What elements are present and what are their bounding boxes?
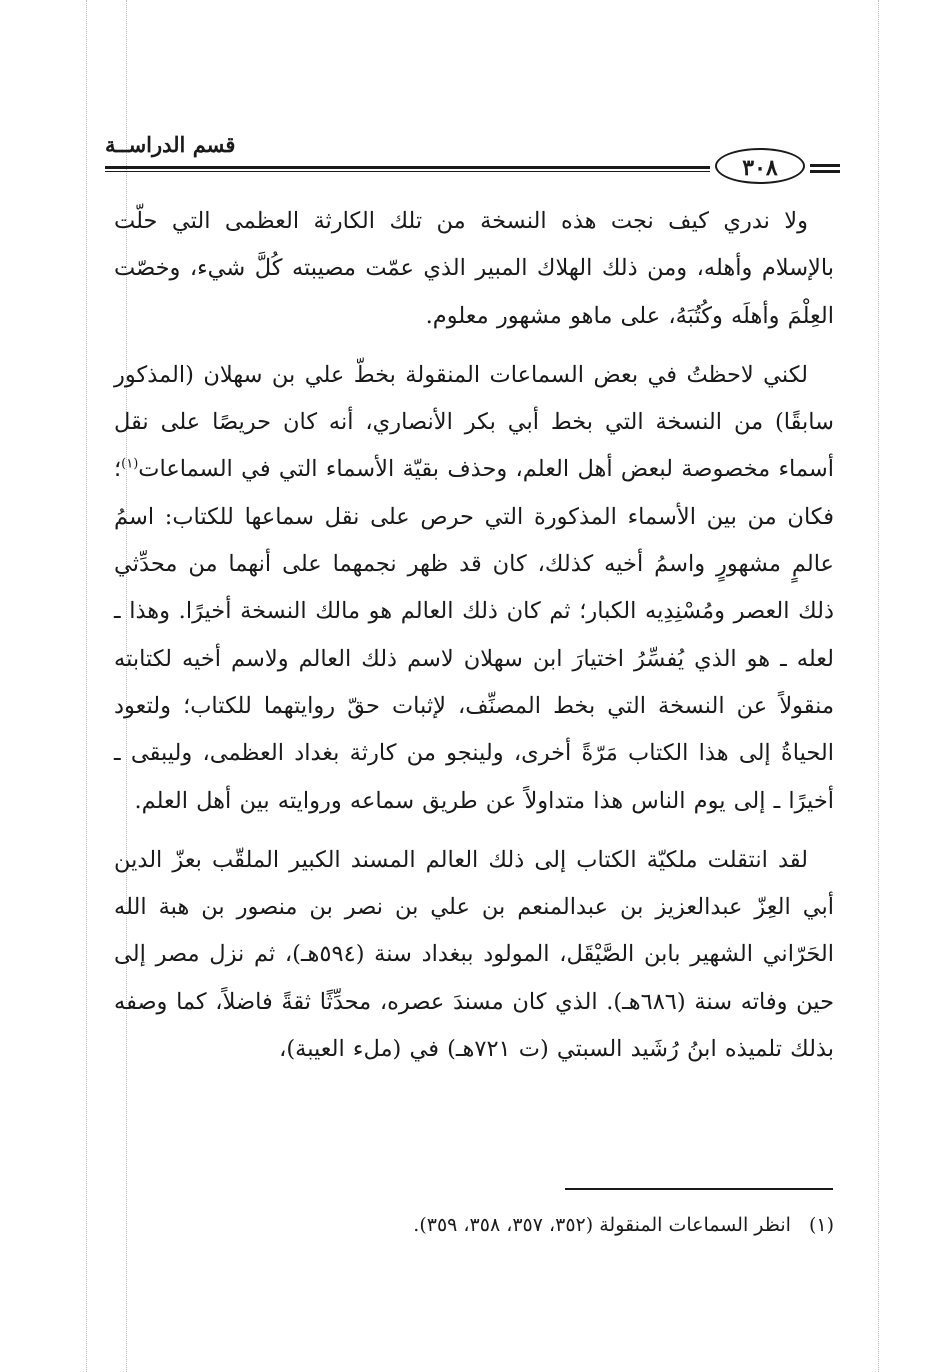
page-header <box>105 128 840 188</box>
scan-margin-line-left <box>86 0 87 1372</box>
paragraph-2 <box>114 352 834 825</box>
scan-margin-line-right <box>878 0 879 1372</box>
footnote-separator <box>565 1188 833 1190</box>
paragraph-2-part-1: لكني لاحظتُ في بعض السماعات المنقولة بخطّ علي بن سهلان (المذكور سابقًا) من النسخة التي بخط أبي بكر الأنصاري، أنه كان حريصًا على نقل أسماء مخصوصة لبعض أهل العلم، وحذف بقيّة الأسماء التي في السماعات <box>114 361 834 483</box>
footnote-number: (١) <box>808 1214 834 1236</box>
footnote-text: انظر السماعات المنقولة (٣٥٢، ٣٥٧، ٣٥٨، ٣٥٩). <box>413 1214 791 1236</box>
page-number: ٣٠٨ <box>715 148 805 184</box>
header-rule-short <box>810 164 840 173</box>
main-text <box>114 198 834 1073</box>
paragraph-1: ولا ندري كيف نجت هذه النسخة من تلك الكارثة العظمى التي حلّت بالإسلام وأهله، ومن ذلك الهلاك المبير الذي عمّت مصيبته كُلَّ شيء، وخصّت العِلْمَ وأهلَه وكُتُبَهُ، على ماهو مشهور معلوم. <box>114 208 834 329</box>
footnote-reference[interactable]: (١) <box>121 456 139 472</box>
paragraph-2-part-2: ؛ فكان من بين الأسماء المذكورة التي حرص على نقل سماعها للكتاب: اسمُ عالمٍ مشهورٍ واسمُ أخيه كذلك، كان قد ظهر نجمهما على أنهما من محدِّثي ذلك العصر ومُسْنِدِيه الكبار؛ ثم كان ذلك العالم هو مالك النسخة أخيرًا. وهذا ـ لعله ـ هو الذي يُفسِّرُ اختيارَ ابن سهلان لاسم ذلك العالم ولاسم أخيه لكتابته منقولاً عن النسخة التي بخط المصنِّف، لإثبات حقّ روايتهما للكتاب؛ ولتعود الحياةُ إلى هذا الكتاب مَرّةً أخرى، ولينجو من كارثة بغداد العظمى، وليبقى ـ أخيرًا ـ إلى يوم الناس هذا متداولاً عن طريق سماعه وروايته بين أهل العلم. <box>114 456 834 814</box>
paragraph-3: لقد انتقلت ملكيّة الكتاب إلى ذلك العالم المسند الكبير الملقّب بعزّ الدين أبي العِزّ عبدالعزيز بن عبدالمنعم بن علي بن نصر بن منصور بن هبة الله الحَرّاني الشهير بابن الصَّيْقَل، المولود ببغداد سنة (٥٩٤هـ)، ثم نزل مصر إلى حين وفاته سنة (٦٨٦هـ). الذي كان مسندَ عصره، محدِّثًا ثقةً فاضلاً، كما وصفه بذلك تلميذه ابنُ رُشَيد السبتي (ت ٧٢١هـ) في (ملء العيبة)، <box>114 846 834 1063</box>
footnote-1 <box>114 1208 834 1242</box>
running-head: قسم الدراســة <box>105 132 236 157</box>
header-rule <box>105 166 710 172</box>
